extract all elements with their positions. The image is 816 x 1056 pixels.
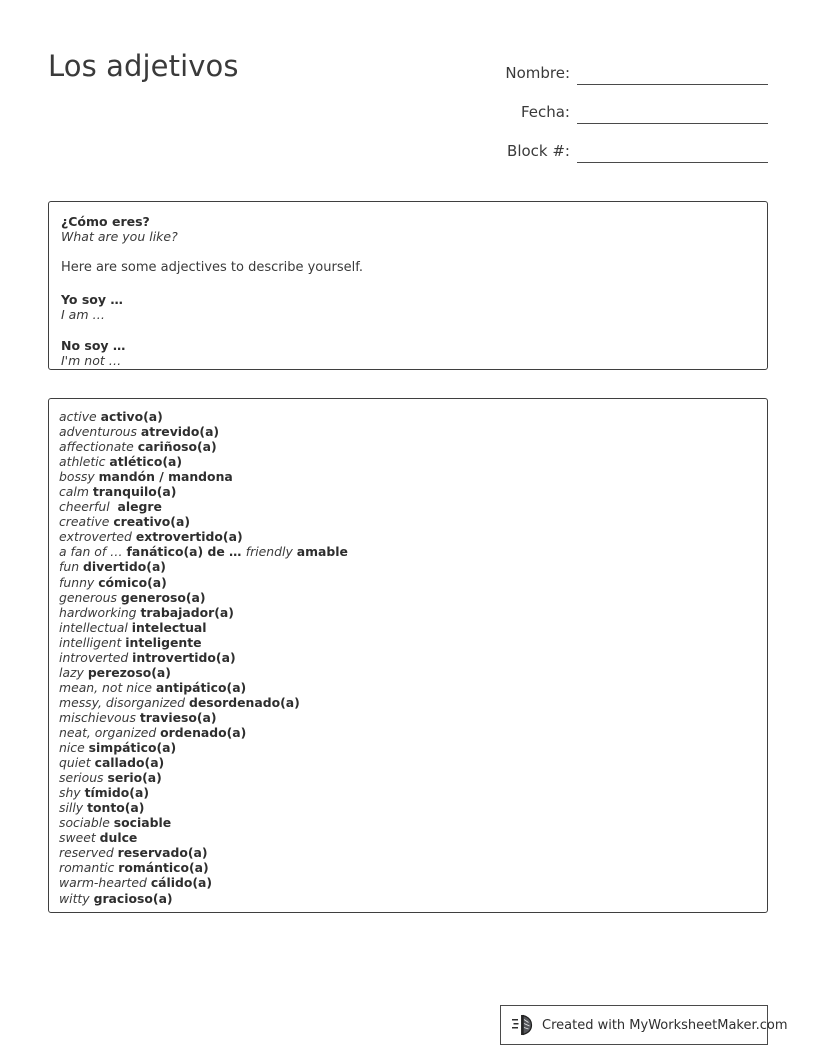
adjective-english: cheerful — [59, 499, 118, 515]
adjective-spanish: atlético(a) — [109, 454, 183, 470]
adjective-spanish: ordenado(a) — [160, 724, 247, 740]
adjective-entry — [59, 575, 755, 590]
adjective-spanish: alegre — [117, 499, 162, 515]
footer-badge[interactable] — [500, 1005, 788, 1045]
adjective-entry — [59, 695, 755, 710]
adjective-spanish: cariñoso(a) — [137, 439, 217, 455]
adjective-entry — [59, 454, 755, 469]
adjective-spanish-secondary: amable — [296, 544, 348, 560]
adjective-spanish: reservado(a) — [117, 845, 208, 861]
adjective-english: sweet — [59, 830, 100, 846]
adjective-entry — [59, 860, 755, 875]
adjective-english: neat, organized — [59, 724, 161, 740]
adjective-spanish: extrovertido(a) — [135, 529, 243, 545]
instructions-heading-es: ¿Cómo eres? — [61, 214, 150, 229]
adjective-spanish: tranquilo(a) — [92, 484, 177, 500]
adjective-english: extroverted — [59, 529, 136, 545]
adjective-spanish: desordenado(a) — [188, 694, 300, 710]
adjective-spanish: divertido(a) — [83, 559, 166, 575]
student-info-fields — [438, 46, 768, 163]
adjectives-list — [49, 399, 767, 906]
adjective-spanish: dulce — [99, 830, 138, 846]
adjective-spanish: mandón / mandona — [98, 469, 233, 485]
adjective-english: mischievous — [59, 709, 140, 725]
prompt-no-soy-es: No soy … — [61, 338, 126, 353]
adjective-english-secondary: friendly — [245, 544, 297, 560]
adjective-entry — [59, 875, 755, 890]
adjective-entry — [59, 725, 755, 740]
field-input-block[interactable] — [577, 142, 768, 163]
adjective-entry — [59, 424, 755, 439]
adjective-english: reserved — [59, 845, 118, 861]
page-title: Los adjetivos — [48, 49, 239, 83]
adjective-english: intellectual — [59, 619, 132, 635]
adjective-english: bossy — [59, 469, 99, 485]
adjective-spanish: intelectual — [131, 619, 207, 635]
adjective-english: sociable — [59, 815, 114, 831]
instructions-body: Here are some adjectives to describe yourself. — [61, 260, 363, 275]
adjective-english: adventurous — [59, 424, 141, 440]
adjective-spanish: inteligente — [125, 634, 202, 650]
adjective-spanish: introvertido(a) — [132, 649, 236, 665]
adjective-english: serious — [59, 770, 108, 786]
adjective-entry — [59, 830, 755, 845]
adjective-spanish: activo(a) — [100, 409, 163, 424]
adjective-entry — [59, 635, 755, 650]
adjective-english: introverted — [59, 649, 133, 665]
adjective-english: warm-hearted — [59, 875, 151, 891]
adjective-english: romantic — [59, 860, 119, 876]
adjective-entry — [59, 770, 755, 785]
adjective-english: athletic — [59, 454, 110, 470]
adjective-english: affectionate — [59, 439, 138, 455]
adjective-spanish: romántico(a) — [118, 860, 209, 876]
adjective-english: fun — [59, 559, 84, 575]
instructions-heading-en: What are you like? — [61, 229, 178, 244]
adjective-spanish: tímido(a) — [84, 785, 149, 801]
adjective-english: nice — [59, 740, 89, 756]
adjective-english: mean, not nice — [59, 679, 156, 695]
field-input-nombre[interactable] — [577, 64, 768, 85]
adjective-entry — [59, 815, 755, 830]
adjective-entry — [59, 590, 755, 605]
instructions-content — [49, 202, 767, 368]
adjective-entry — [59, 439, 755, 454]
adjective-entry — [59, 559, 755, 574]
field-input-fecha[interactable] — [577, 103, 768, 124]
adjective-english: funny — [59, 574, 99, 590]
adjective-entry — [59, 529, 755, 544]
adjective-spanish: trabajador(a) — [140, 604, 234, 620]
adjective-entry — [59, 665, 755, 680]
adjective-english: active — [59, 409, 101, 424]
worksheet-maker-logo-icon — [512, 1014, 536, 1036]
adjective-spanish: gracioso(a) — [93, 890, 173, 906]
adjectives-panel — [48, 398, 768, 913]
adjective-english: creative — [59, 514, 114, 530]
adjective-entry — [59, 650, 755, 665]
adjective-spanish: tonto(a) — [87, 800, 145, 816]
adjective-entry — [59, 680, 755, 695]
adjective-entry — [59, 514, 755, 529]
adjective-entry — [59, 710, 755, 725]
adjective-english: messy, disorganized — [59, 694, 189, 710]
adjective-english: a fan of … — [59, 544, 127, 560]
adjective-english: hardworking — [59, 604, 141, 620]
adjective-spanish: fanático(a) de … — [126, 544, 246, 560]
field-label-block: Block #: — [507, 142, 570, 160]
adjective-entry — [59, 755, 755, 770]
adjective-entry — [59, 605, 755, 620]
adjective-spanish: generoso(a) — [120, 589, 206, 605]
adjective-english: silly — [59, 800, 88, 816]
adjective-english: calm — [59, 484, 93, 500]
field-row-nombre — [438, 46, 768, 85]
adjective-spanish: creativo(a) — [113, 514, 190, 530]
adjective-entry — [59, 469, 755, 484]
prompt-no-soy-en: I'm not … — [61, 353, 122, 368]
adjective-entry — [59, 785, 755, 800]
footer-badge-text: Created with MyWorksheetMaker.com — [542, 1017, 788, 1033]
adjective-entry — [59, 800, 755, 815]
field-row-fecha — [438, 85, 768, 124]
field-label-fecha: Fecha: — [520, 103, 570, 121]
instructions-panel — [48, 201, 768, 370]
adjective-spanish: simpático(a) — [88, 740, 177, 756]
page-header — [0, 0, 816, 180]
adjective-entry — [59, 620, 755, 635]
prompt-yo-soy-es: Yo soy … — [61, 292, 123, 307]
adjective-spanish: callado(a) — [94, 755, 165, 771]
field-label-nombre: Nombre: — [505, 64, 570, 82]
prompt-yo-soy — [61, 292, 753, 322]
adjective-english: witty — [59, 890, 94, 906]
adjective-entry — [59, 845, 755, 860]
adjective-spanish: cómico(a) — [98, 574, 167, 590]
adjective-spanish: perezoso(a) — [87, 664, 171, 680]
adjective-spanish: cálido(a) — [150, 875, 213, 891]
adjective-english: generous — [59, 589, 121, 605]
adjective-english: lazy — [59, 664, 88, 680]
prompt-no-soy — [61, 338, 753, 368]
adjective-english: shy — [59, 785, 85, 801]
adjective-entry — [59, 484, 755, 499]
adjective-entry — [59, 891, 755, 906]
adjective-spanish: sociable — [113, 815, 172, 831]
adjective-entry — [59, 544, 755, 559]
adjective-spanish: travieso(a) — [139, 709, 217, 725]
adjective-spanish: atrevido(a) — [140, 424, 220, 440]
adjective-entry — [59, 409, 755, 424]
adjective-entry — [59, 740, 755, 755]
prompt-yo-soy-en: I am … — [61, 307, 105, 322]
adjective-spanish: antipático(a) — [155, 679, 247, 695]
adjective-english: quiet — [59, 755, 95, 771]
field-row-block — [438, 124, 768, 163]
adjective-entry — [59, 499, 755, 514]
adjective-english: intelligent — [59, 634, 126, 650]
adjective-spanish: serio(a) — [107, 770, 162, 786]
